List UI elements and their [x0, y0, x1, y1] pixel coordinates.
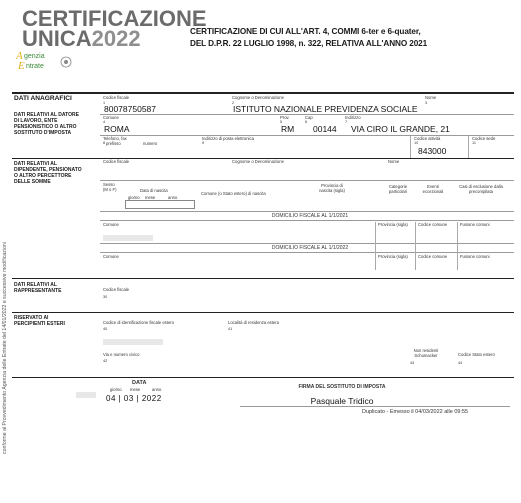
datore-indirizzo-value: VIA CIRO IL GRANDE, 21: [351, 124, 450, 134]
footer-anno-label: anno: [152, 387, 162, 392]
footer-firma-value: Pasquale Tridico: [310, 396, 374, 406]
field-1: 1: [103, 101, 106, 105]
agency-word-1: genzia: [24, 53, 45, 60]
dip-provincia-nascita-label: Provincia di nascita (sigla): [319, 183, 345, 193]
dom2-comune-label: Comune: [103, 254, 119, 259]
field-3: 3: [425, 101, 428, 105]
field-41: 41: [228, 327, 233, 331]
dom1-provincia-label: Provincia (sigla): [378, 222, 408, 227]
esteri-stato-label: Codice Stato estero: [458, 352, 495, 357]
datore-comune-value: ROMA: [104, 124, 130, 134]
dip-giorno-label: giorno: [128, 195, 140, 200]
dip-nome-label: Nome: [388, 159, 400, 164]
datore-cf-label: Codice fiscale: [103, 95, 130, 100]
agency-logo: [14, 49, 84, 71]
section-datore: DATI RELATIVI AL DATORE DI LAVORO, ENTE PENSIONISTICO O ALTRO SOSTITUTO D'IMPOSTA: [14, 112, 79, 136]
dom1-fusione-label: Fusione comuni: [460, 222, 490, 227]
datore-comune-label: Comune: [103, 115, 119, 120]
domicilio2-title: DOMICILIO FISCALE AL 1/1/2022: [271, 245, 349, 251]
agency-initial-a: A: [16, 50, 23, 62]
datore-denominazione-value: ISTITUTO NAZIONALE PREVIDENZA SOCIALE: [233, 104, 418, 114]
dip-anno-label: anno: [168, 195, 178, 200]
field-6: 6: [305, 120, 308, 124]
datore-denominazione-label: Cognome o Denominazione: [232, 95, 284, 100]
footer-firma-label: FIRMA DEL SOSTITUTO DI IMPOSTA: [298, 384, 386, 390]
footer-date-value: 04 | 03 | 2022: [106, 394, 162, 403]
field-42: 42: [103, 359, 108, 363]
dip-esclusione-label: Casi di esclusione dalla precompilata: [459, 184, 503, 194]
datore-sede-label: Codice sede: [472, 136, 496, 141]
datore-attivita-value: 843000: [418, 146, 447, 156]
field-30: 30: [103, 295, 108, 299]
dom2-provincia-label: Provincia (sigla): [378, 254, 408, 259]
dip-nascita-box: [125, 200, 195, 209]
dip-cognome-label: Cognome o Denominazione: [232, 159, 284, 164]
dip-eventi-label: Eventi eccezionali: [422, 184, 444, 194]
datore-prefisso-label: prefisso: [106, 141, 121, 146]
dom2-codcomune-label: Codice comune: [418, 254, 448, 259]
domicilio1-title: DOMICILIO FISCALE AL 1/1/2021: [271, 213, 349, 219]
datore-email-label: Indirizzo di posta elettronica: [202, 136, 254, 141]
field-44: 44: [458, 361, 463, 365]
logo-year: 2022: [91, 26, 141, 51]
dip-sesso-label: Sesso (M o F): [103, 182, 117, 192]
section-riservato: RISERVATO AI PERCIPIENTI ESTERI: [14, 315, 65, 327]
field-43: 43: [410, 361, 415, 365]
esteri-via-label: Via e numero civico: [103, 352, 140, 357]
agency-word-2: ntrate: [26, 63, 44, 70]
field-11: 11: [472, 141, 476, 145]
datore-telefono-label: Telefono, fax: [103, 136, 127, 141]
datore-numero-label: numero: [143, 141, 158, 146]
field-5: 5: [280, 120, 283, 124]
footer-giorno-label: giorno: [110, 387, 122, 392]
logo-unica: UNICA: [22, 26, 92, 51]
header-line2: DEL D.P.R. 22 LUGLIO 1998, n. 322, RELATIVA ALL'ANNO 2021: [190, 39, 428, 48]
field-8: 8: [103, 141, 106, 145]
dip-nascita-label: Data di nascita: [140, 188, 168, 193]
section-anagrafici: DATI ANAGRAFICI: [14, 95, 72, 102]
header-line1: CERTIFICAZIONE DI CUI ALL'ART. 4, COMMI 6-ter e 6-quater,: [190, 27, 421, 36]
dip-mese-label: mese: [145, 195, 156, 200]
esteri-localita-label: Località di residenza estera: [228, 320, 279, 325]
datore-prov-label: Prov.: [280, 115, 290, 120]
dip-categorie-label: Categorie particolari: [388, 184, 408, 194]
dip-cf-label: Codice fiscale: [103, 159, 130, 164]
field-40: 40: [103, 327, 108, 331]
esteri-schumacker-label: Non residenti Schumacker: [413, 348, 439, 358]
datore-cap-label: Cap: [305, 115, 313, 120]
field-2: 2: [232, 101, 235, 105]
agency-initial-e: E: [18, 60, 25, 71]
rapp-cf-label: Codice fiscale: [103, 287, 130, 292]
field-10: 10: [414, 141, 419, 145]
esteri-identificazione-label: Codice di identificazione fiscale estero: [103, 320, 174, 325]
datore-nome-label: Nome: [425, 95, 437, 100]
dip-comune-nascita-label: Comune (o Stato estero) di nascita: [201, 191, 266, 196]
agency-logo-icon: [14, 49, 84, 71]
dom1-codcomune-label: Codice comune: [418, 222, 448, 227]
logo-title-line1: CERTIFICAZIONE: [22, 6, 207, 31]
footer-data-label: DATA: [132, 380, 147, 386]
field-7: 7: [345, 120, 348, 124]
top-rule: [12, 92, 514, 94]
datore-attivita-label: Codice attività: [414, 136, 441, 141]
section-rappresentante: DATI RELATIVI AL RAPPRESENTANTE: [14, 282, 62, 294]
section-dipendente: DATI RELATIVI AL DIPENDENTE, PENSIONATO O ALTRO PERCETTORE DELLE SOMME: [14, 161, 82, 185]
footer-mese-label: mese: [130, 387, 141, 392]
dom1-comune-label: Comune: [103, 222, 119, 227]
footer-duplicato: Duplicato - Emesso il 04/03/2022 alle 09:55: [362, 409, 469, 415]
dom2-fusione-label: Fusione comuni: [460, 254, 490, 259]
field-4: 4: [103, 120, 106, 124]
datore-cap-value: 00144: [313, 124, 337, 134]
side-band: [0, 95, 10, 454]
datore-indirizzo-label: Indirizzo: [345, 115, 361, 120]
logo-title-line2: [22, 28, 141, 50]
datore-prov-value: RM: [281, 124, 295, 134]
side-legal-text: conforme al Provvedimento Agenzia delle Entrate del 14/01/2022 e successive modificazioni: [2, 242, 8, 454]
field-9: 9: [202, 141, 205, 145]
datore-cf-value: 80078750587: [104, 104, 157, 114]
